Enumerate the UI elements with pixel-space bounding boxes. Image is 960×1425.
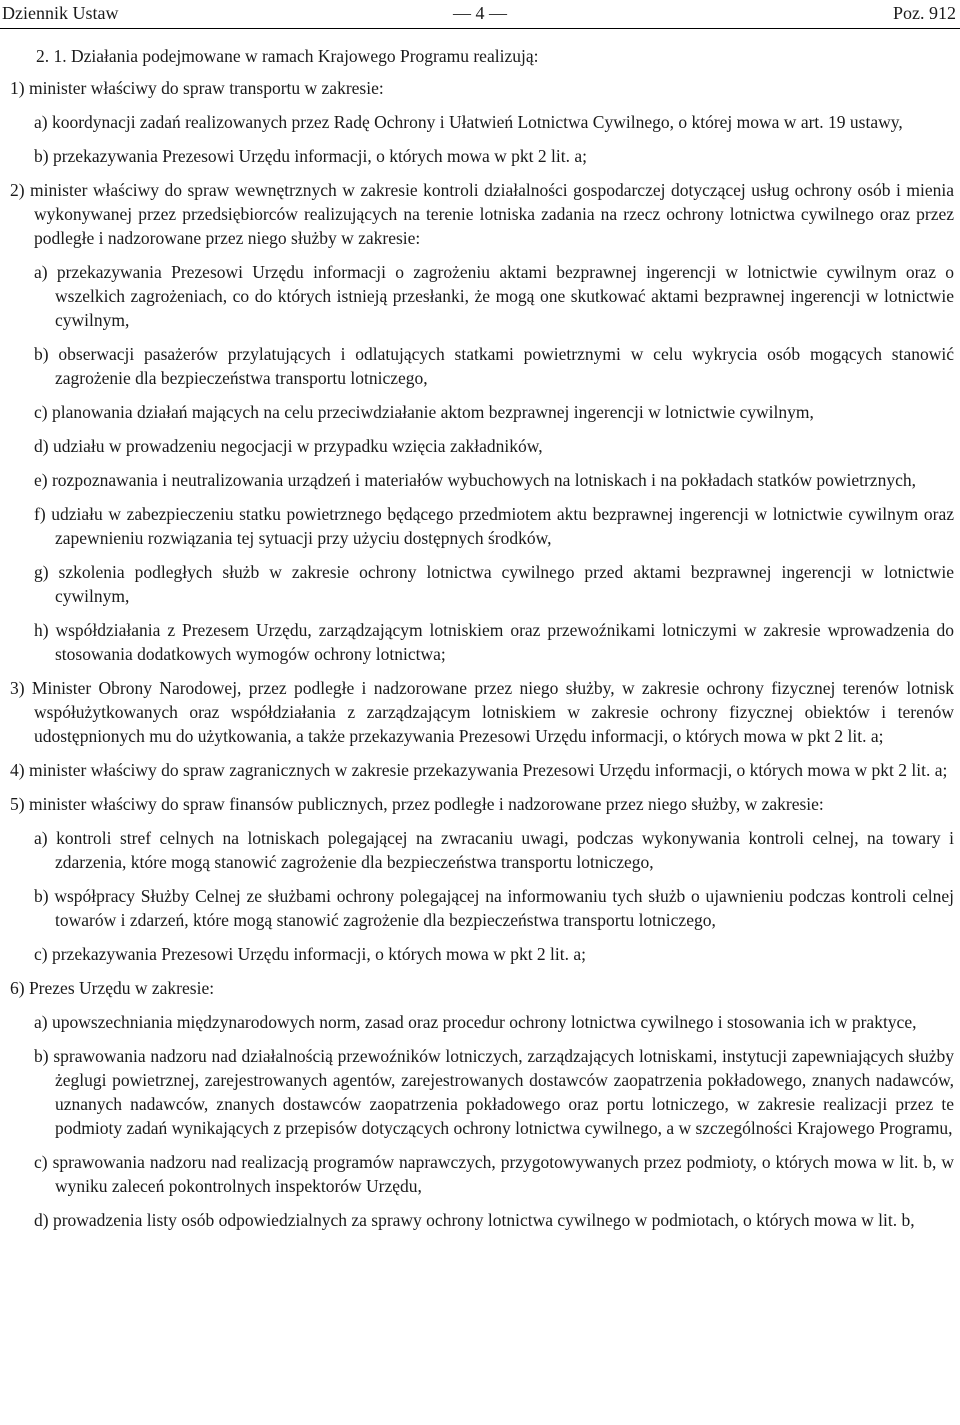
list-item: 5) minister właściwy do spraw finansów publicznych, przez podległe i nadzorowane przez niego służby, w zakresie: (10, 794, 824, 814)
header-divider (0, 28, 960, 29)
document-body (10, 44, 954, 1242)
list-item: 4) minister właściwy do spraw zagranicznych w zakresie przekazywania Prezesowi Urzędu informacji, o których mowa w pkt 2 lit. a; (10, 760, 948, 780)
sub-list-item: h) współdziałania z Prezesem Urzędu, zarządzającym lotniskiem oraz przewoźnikami lotniczymi w zakresie wprowadzenia do stosowania dodatkowych wymogów ochrony lotnictwa; (34, 620, 954, 664)
sub-list-item: b) współpracy Służby Celnej ze służbami ochrony polegającej na informowaniu tych służb o ujawnieniu podczas kontroli celnej towarów i zdarzeń, które mogą stanowić zagrożenie dla bezpieczeństwa transportu lotniczego, (34, 886, 954, 930)
sub-list-item: b) przekazywania Prezesowi Urzędu informacji, o których mowa w pkt 2 lit. a; (34, 146, 588, 166)
sub-list-item: c) sprawowania nadzoru nad realizacją programów naprawczych, przygotowywanych przez podmioty, o których mowa w lit. b, w wyniku zaleceń pokontrolnych inspektorów Urzędu, (34, 1152, 954, 1196)
sub-list-item: e) rozpoznawania i neutralizowania urządzeń i materiałów wybuchowych na lotniskach i na pokładach statków powietrznych, (34, 470, 916, 490)
list-item: 2) minister właściwy do spraw wewnętrznych w zakresie kontroli działalności gospodarczej dotyczącej usług ochrony osób i mienia wykonywanej przez przedsiębiorców realizujących na terenie lotniska zadania na rzecz ochrony lotnictwa cywilnego oraz przez podległe i nadzorowane przez niego służby w zakresie: (10, 180, 954, 248)
sub-list-item: b) obserwacji pasażerów przylatujących i odlatujących statkami powietrznymi w celu wykrycia osób mogących stanowić zagrożenie dla bezpieczeństwa transportu lotniczego, (34, 344, 954, 388)
sub-list-item: c) planowania działań mających na celu przeciwdziałanie aktom bezprawnej ingerencji w lotnictwie cywilnym, (34, 402, 814, 422)
sub-list-item: d) prowadzenia listy osób odpowiedzialnych za sprawy ochrony lotnictwa cywilnego w podmiotach, o których mowa w lit. b, (34, 1210, 915, 1230)
sub-list-item: a) koordynacji zadań realizowanych przez Radę Ochrony i Ułatwień Lotnictwa Cywilnego, o której mowa w art. 19 ustawy, (34, 112, 903, 132)
page-header (0, 0, 960, 28)
sub-list-item: f) udziału w zabezpieczeniu statku powietrznego będącego przedmiotem aktu bezprawnej ingerencji w lotnictwie cywilnym oraz zapewnieniu rozwiązania tej sytuacji przy użyciu dostępnych środków, (34, 504, 954, 548)
position-number: Poz. 912 (893, 3, 956, 23)
sub-list-item: a) upowszechniania międzynarodowych norm, zasad oraz procedur ochrony lotnictwa cywilnego i stosowania ich w praktyce, (34, 1012, 917, 1032)
provision-list (10, 76, 954, 1232)
sub-list-item: c) przekazywania Prezesowi Urzędu informacji, o których mowa w pkt 2 lit. a; (34, 944, 587, 964)
list-item: 1) minister właściwy do spraw transportu w zakresie: (10, 78, 384, 98)
page-number: — 4 — (453, 3, 507, 23)
sub-list-item: b) sprawowania nadzoru nad działalnością przewoźników lotniczych, zarządzających lotniskami, instytucji zapewniających służby żeglugi powietrznej, zarejestrowanych agentów, zarejestrowanych dostawców zaopatrzenia pokładowego, znanych nadawców, uznanych nadawców, znanych dostawców zaopatrzenia pokładowego oraz portu lotniczego, w zakresie realizacji przez te podmioty zadań wynikających z przepisów dotyczących ochrony lotnictwa cywilnego, a w szczególności Krajowego Programu, (34, 1046, 954, 1138)
journal-title: Dziennik Ustaw (2, 3, 119, 23)
sub-list-item: d) udziału w prowadzeniu negocjacji w przypadku wzięcia zakładników, (34, 436, 543, 456)
section-intro: 2. 1. Działania podejmowane w ramach Krajowego Programu realizują: (36, 46, 539, 66)
sub-list-item: g) szkolenia podległych służb w zakresie ochrony lotnictwa cywilnego przed aktami bezprawnej ingerencji w lotnictwie cywilnym, (34, 562, 954, 606)
list-item: 6) Prezes Urzędu w zakresie: (10, 978, 215, 998)
sub-list-item: a) kontroli stref celnych na lotniskach polegającej na zwracaniu uwagi, podczas wykonywania kontroli celnej, na towary i zdarzenia, które mogą stanowić zagrożenie dla bezpieczeństwa transportu lotniczego, (34, 828, 954, 872)
list-item: 3) Minister Obrony Narodowej, przez podległe i nadzorowane przez niego służby, w zakresie ochrony fizycznej terenów lotnisk współużytkowanych oraz współdziałania z zarządzającym lotniskiem w zakresie ochrony fizycznej obiektów i terenów udostępnionych mu do użytkowania, a także przekazywania Prezesowi Urzędu informacji, o których mowa w pkt 2 lit. a; (10, 678, 954, 746)
sub-list-item: a) przekazywania Prezesowi Urzędu informacji o zagrożeniu aktami bezprawnej ingerencji w lotnictwie cywilnym oraz o wszelkich zagrożeniach, co do których istnieją przesłanki, że mogą one skutkować aktami bezprawnej ingerencji w lotnictwie cywilnym, (34, 262, 954, 330)
